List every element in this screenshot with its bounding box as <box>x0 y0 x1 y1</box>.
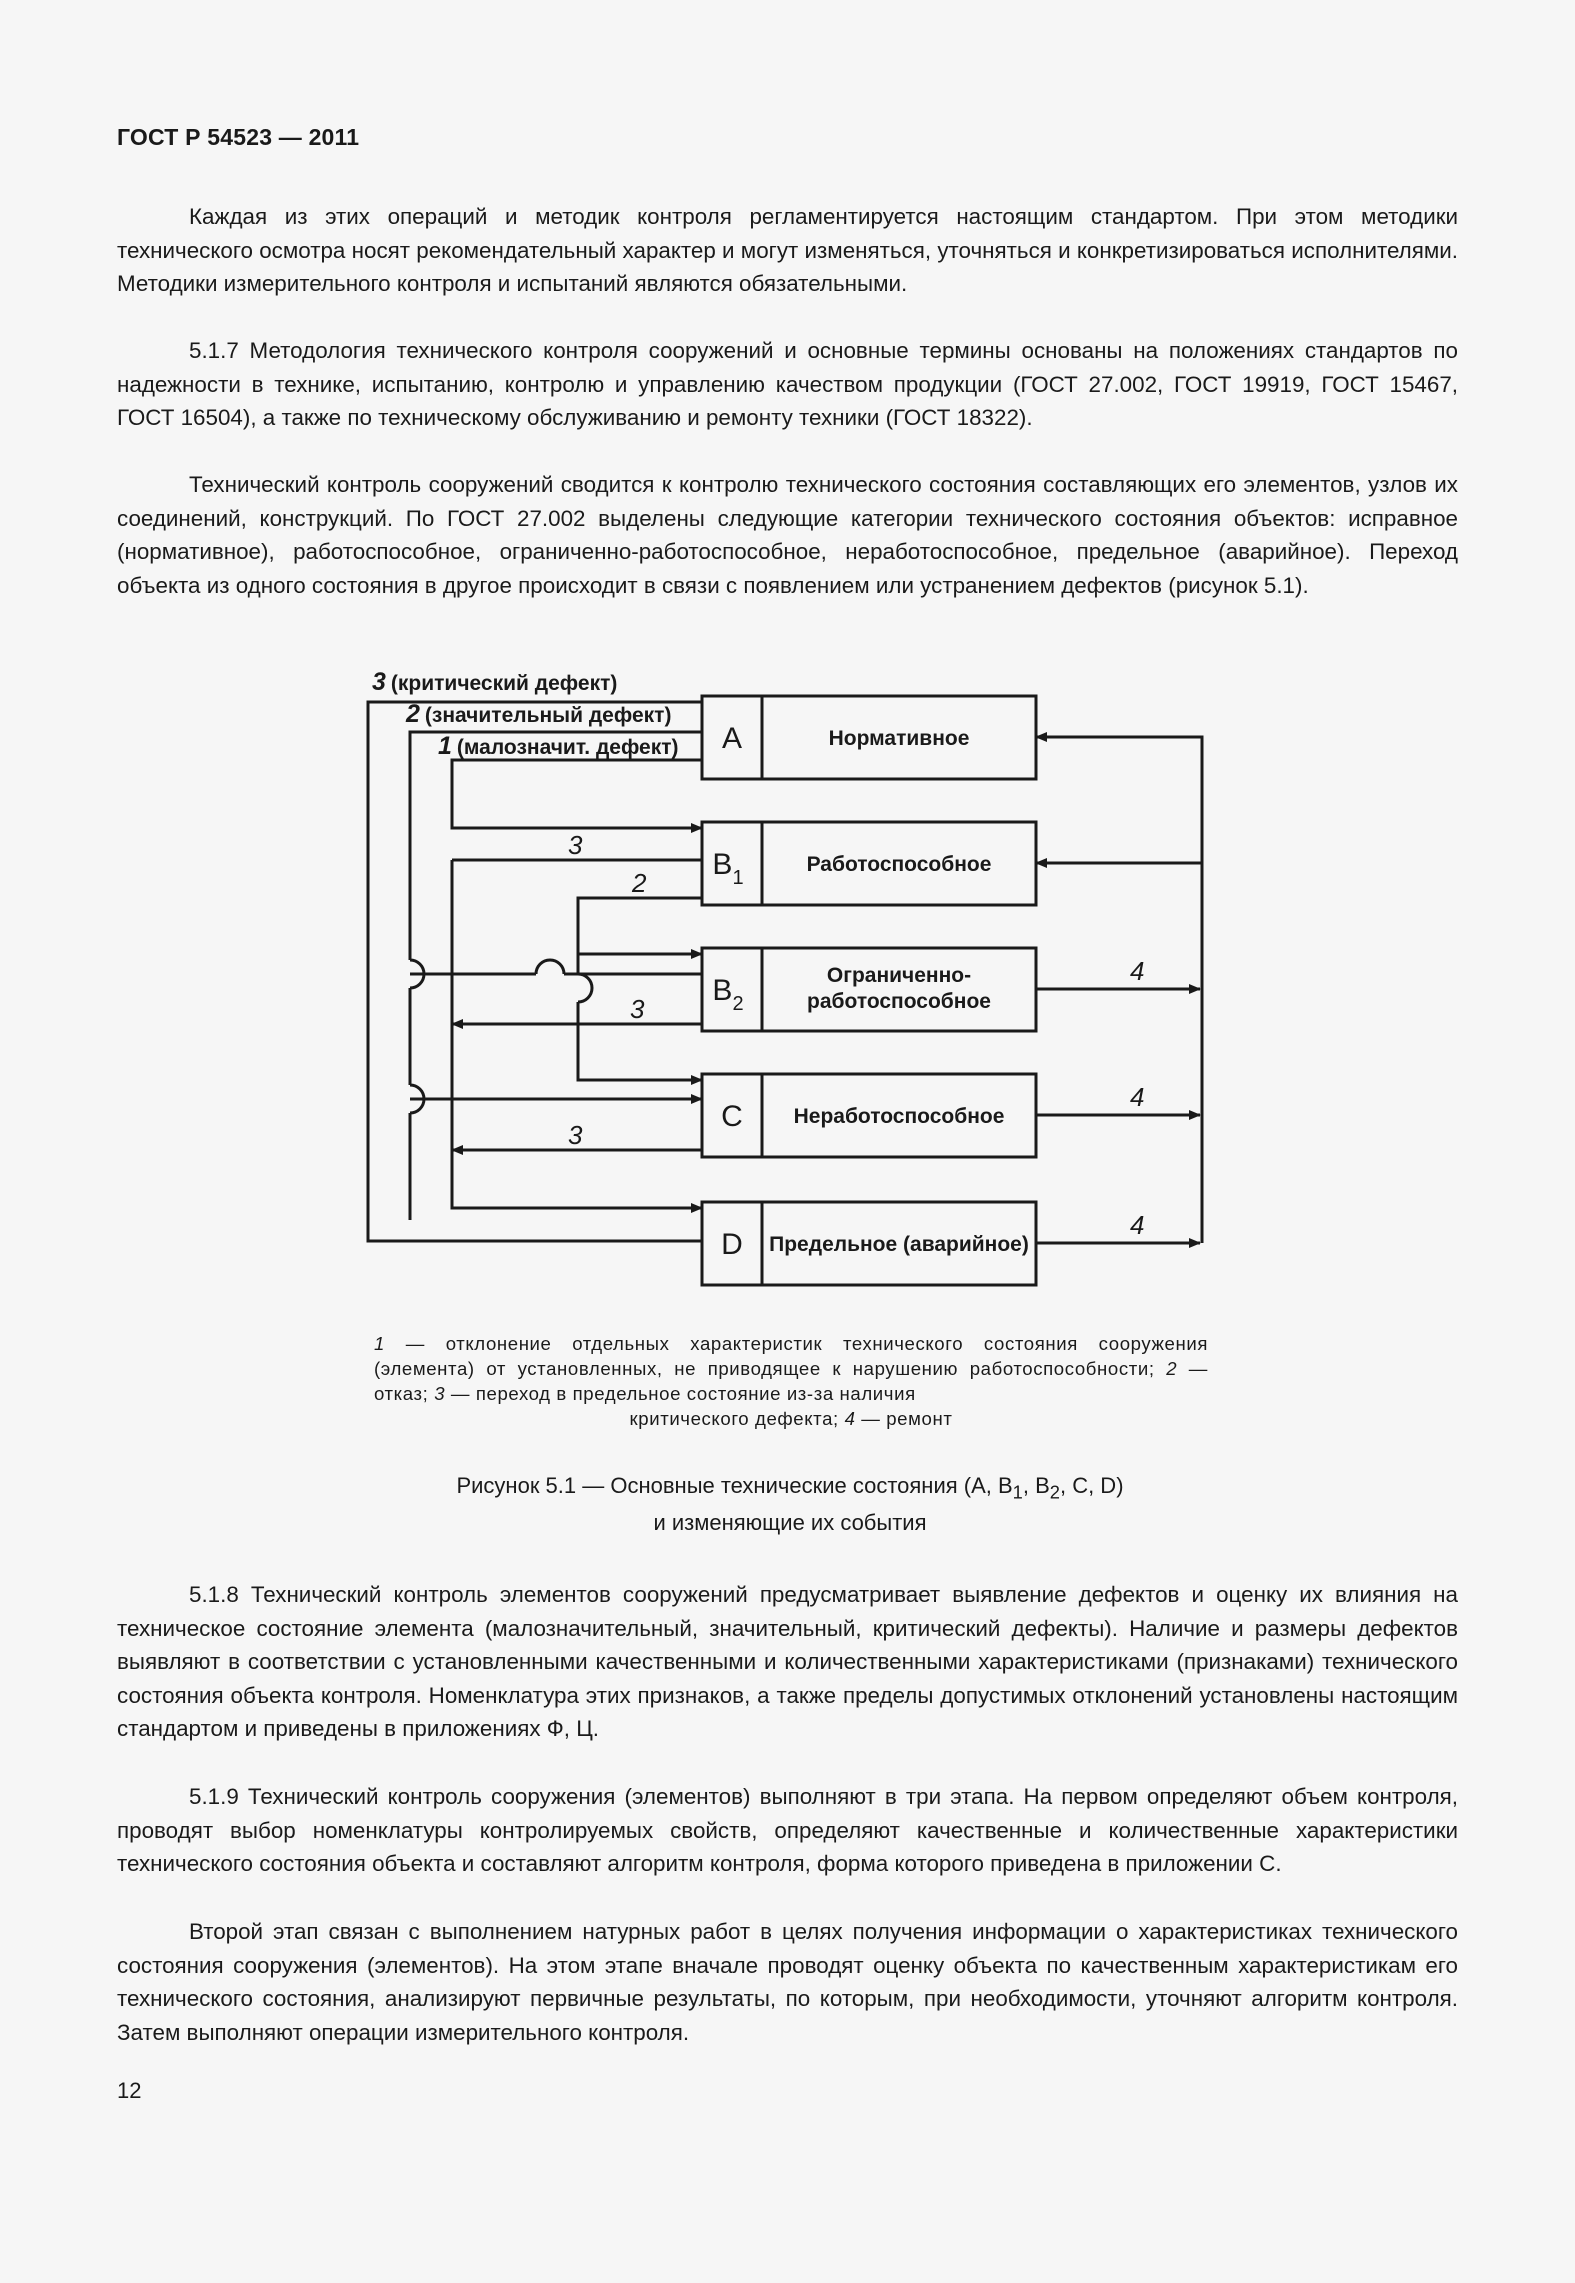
figure-legend: 1 — отклонение отдельных характеристик технического состояния сооружения (элемента) от установленных, не приводящее к нарушению работоспособности; 2 — отказ; 3 — переход в предельное состояние из-за наличия критического дефекта; 4 — ремонт <box>374 1333 1208 1429</box>
state-code-b1-sub: 1 <box>732 867 744 889</box>
minor-defect-path <box>452 760 702 828</box>
caption-line-1: Рисунок 5.1 — Основные технические состояния (А, $B_1$, $B_2$, C, D) <box>456 1473 1124 1503</box>
arrow-label-3: 3 <box>568 1120 583 1150</box>
significant-defect-label: (значительный дефект) <box>424 704 672 727</box>
arrow-label-4: 4 <box>1130 956 1145 986</box>
minor-defect-label: (малозначит. дефект) <box>456 736 679 759</box>
state-name-d: Предельное (аварийное) <box>769 1233 1029 1256</box>
arrow-label-2: 2 <box>632 868 647 898</box>
state-code-c: C <box>721 1100 743 1133</box>
state-diagram-svg <box>360 660 1220 1300</box>
paragraph-5-1-8: 5.1.8 Технический контроль элементов сооружений предусматривает выявление дефектов и оценку их влияния на техническое состояние элемента (малозначительный, значительный, критический дефекты). Наличие и размеры дефектов выявляют в соответствии с установленными качественными и количественными характеристиками (признаками) технического состояния объекта контроля. Номенклатура этих признаков, а также пределы допустимых отклонений установлены настоящим стандартом и приведены в приложениях Ф, Ц. <box>117 1582 1458 1741</box>
arrow-label-4: 4 <box>1130 1210 1145 1240</box>
significant-defect-path <box>410 732 702 960</box>
defect-2-number: 2 <box>406 700 420 728</box>
svg-text:B1 <box>712 848 743 889</box>
arrow-label-3: 3 <box>630 994 645 1024</box>
svg-text:2(значительный дефект) <box>405 700 671 728</box>
state-code-a: A <box>721 722 743 755</box>
paragraph: Второй этап связан с выполнением натурных работ в целях получения информации о характеристиках технического состояния сооружения (элементов). На этом этапе вначале проводят оценку объекта по качественным характеристикам его технического состояния, анализируют первичные результаты, по которым, при необходимости, уточняют алгоритм контроля. Затем выполняют операции измерительного контроля. <box>117 1919 1458 2045</box>
state-name-b1: Работоспособное <box>806 853 992 876</box>
state-code-d: D <box>721 1228 743 1261</box>
state-code-b2-sub: 2 <box>732 993 744 1015</box>
state-name-b2-line1: Ограниченно- <box>826 964 972 987</box>
svg-text:1(малозначит. дефект) <box>438 732 679 760</box>
critical-defect-label: (критический дефект) <box>390 672 618 695</box>
state-name-a: Нормативное <box>828 727 970 750</box>
state-name-b2-line2: работоспособное <box>807 990 991 1013</box>
paragraph-5-1-7: 5.1.7 Методология технического контроля сооружений и основные термины основаны на положениях стандартов по надежности в технике, испытанию, контролю и управлению качеством продукции (ГОСТ 27.002, ГОСТ 19919, ГОСТ 15467, ГОСТ 16504), а также по техническому обслуживанию и ремонту техники (ГОСТ 18322). <box>117 338 1458 430</box>
defect-1-number: 1 <box>438 732 452 760</box>
state-name-c: Неработоспособное <box>793 1105 1005 1128</box>
paragraph-5-1-9: 5.1.9 Технический контроль сооружения (элементов) выполняют в три этапа. На первом определяют объем контроля, проводят выбор номенклатуры контролируемых свойств, определяют качественные и количественные характеристики технического состояния объекта и составляют алгоритм контроля, форма которого приведена в приложении С. <box>117 1784 1458 1876</box>
state-diagram <box>360 660 1220 1300</box>
state-code-b1: B <box>712 848 733 881</box>
arrow-label-4: 4 <box>1130 1082 1145 1112</box>
caption-line-2: и изменяющие их события <box>653 1510 927 1536</box>
svg-text:3(критический дефект) <box>372 668 617 696</box>
arrow-label-3: 3 <box>568 830 583 860</box>
paragraph: Технический контроль сооружений сводится к контролю технического состояния составляющих его элементов, узлов их соединений, конструкций. По ГОСТ 27.002 выделены следующие категории технического состояния объектов: исправное (нормативное), работоспособное, ограниченно-работоспособное, неработоспособное, предельное (аварийное). Переход объекта из одного состояния в другое происходит в связи с появлением или устранением дефектов (рисунок 5.1). <box>117 472 1458 598</box>
document-header: ГОСТ Р 54523 — 2011 <box>117 124 360 150</box>
paragraph: Каждая из этих операций и методик контроля регламентируется настоящим стандартом. При этом методики технического осмотра носят рекомендательный характер и могут изменяться, уточняться и конкретизироваться исполнителями. Методики измерительного контроля и испытаний являются обязательными. <box>117 204 1458 296</box>
figure-caption <box>360 1470 1220 1538</box>
defect-3-number: 3 <box>372 668 386 696</box>
page-number: 12 <box>117 2078 142 2103</box>
svg-text:B2 <box>712 974 743 1015</box>
state-code-b2: B <box>712 974 733 1007</box>
